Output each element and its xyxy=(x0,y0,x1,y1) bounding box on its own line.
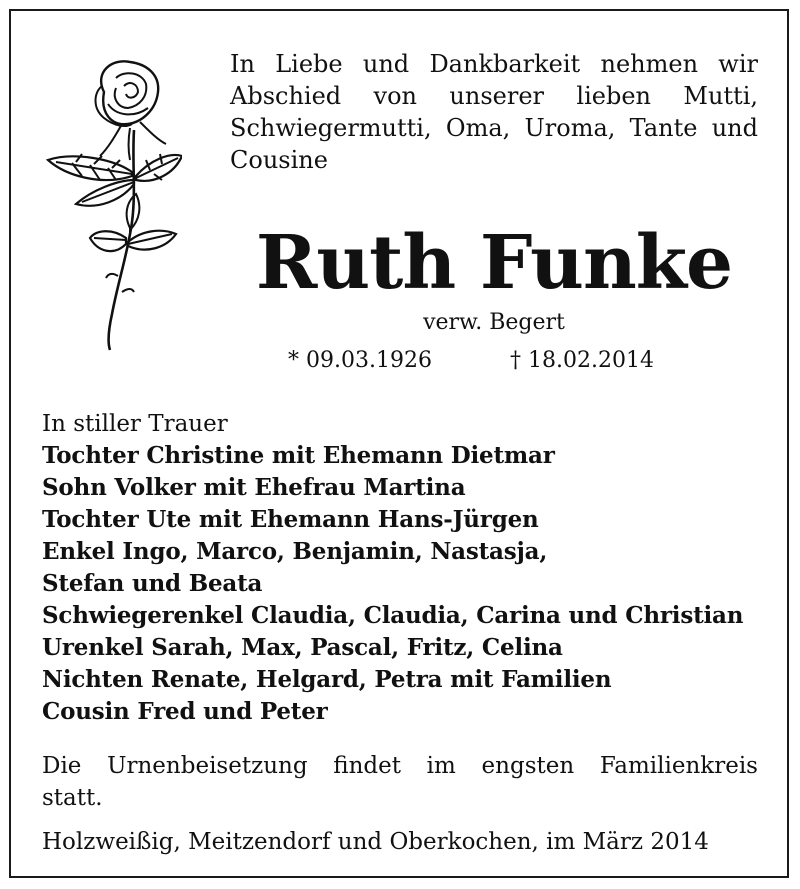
death-date: † 18.02.2014 xyxy=(510,348,654,373)
rose-icon xyxy=(42,52,182,352)
birth-date: * 09.03.1926 xyxy=(288,348,432,373)
burial-line: Die Urnenbeisetzung findet im engsten Familienkreis xyxy=(42,753,758,779)
maiden-name: verw. Begert xyxy=(423,310,565,335)
mourner-line: Nichten Renate, Helgard, Petra mit Familien xyxy=(42,666,612,693)
mourners-list xyxy=(42,408,762,728)
mourner-line: Stefan und Beata xyxy=(42,570,263,597)
intro-line: In Liebe und Dankbarkeit nehmen wir xyxy=(230,50,758,78)
burial-note xyxy=(42,750,758,814)
mourner-line: Enkel Ingo, Marco, Benjamin, Nastasja, xyxy=(42,538,548,565)
mourner-line: Tochter Christine mit Ehemann Dietmar xyxy=(42,442,555,469)
deceased-name: Ruth Funke xyxy=(255,220,733,306)
mourner-line: Cousin Fred und Peter xyxy=(42,698,328,725)
place-date: Holzweißig, Meitzendorf und Oberkochen, im März 2014 xyxy=(42,829,709,855)
mourner-line: Tochter Ute mit Ehemann Hans-Jürgen xyxy=(42,506,539,533)
intro-line: Abschied von unserer lieben Mutti, xyxy=(230,82,758,110)
mourner-line: Urenkel Sarah, Max, Pascal, Fritz, Celina xyxy=(42,634,563,661)
burial-line: statt. xyxy=(42,785,103,811)
mourners-lead: In stiller Trauer xyxy=(42,411,228,437)
mourner-line: Sohn Volker mit Ehefrau Martina xyxy=(42,474,466,501)
intro-text xyxy=(230,48,758,176)
mourner-line: Schwiegerenkel Claudia, Claudia, Carina und Christian xyxy=(42,602,744,629)
intro-line: Cousine xyxy=(230,146,328,174)
intro-line: Schwiegermutti, Oma, Uroma, Tante und xyxy=(230,114,758,142)
